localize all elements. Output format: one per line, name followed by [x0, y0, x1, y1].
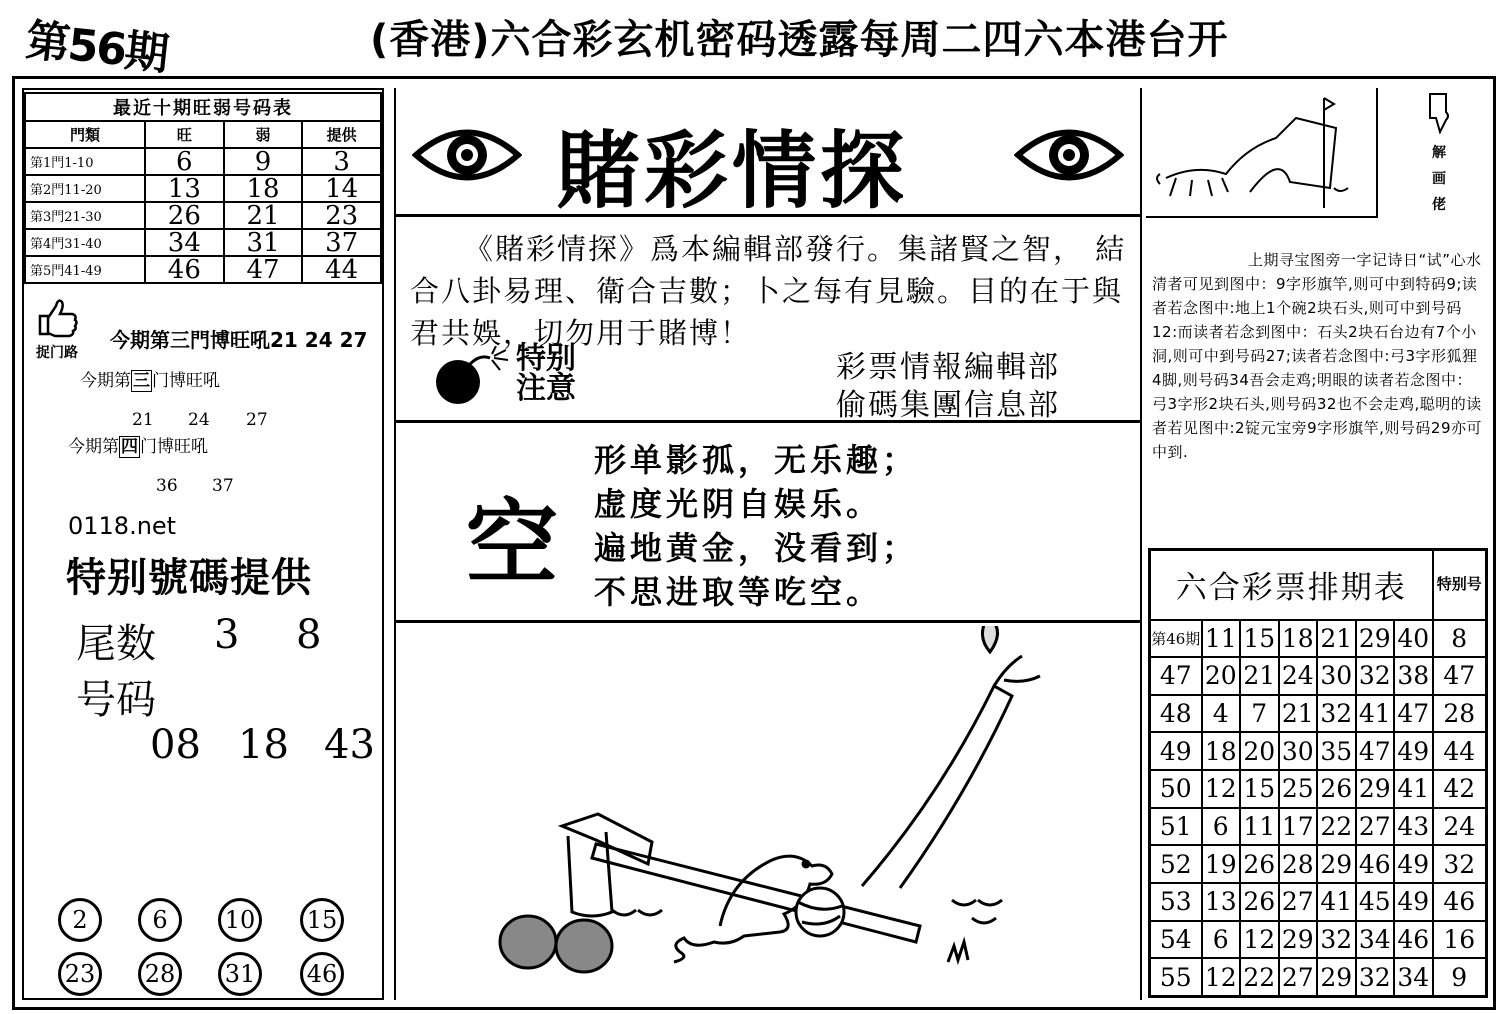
tail-label: 尾数 [76, 621, 156, 667]
period-cell: 51 [1150, 808, 1202, 846]
tail-number: 8 [296, 612, 322, 658]
column-header: 提供 [302, 121, 381, 148]
row-label: 第2門11-20 [25, 175, 145, 202]
table-cell: 21 [1279, 695, 1318, 733]
issue-number: 第56期 [23, 14, 170, 81]
row-label: 第1門1-10 [25, 148, 145, 175]
special-cell: 32 [1433, 845, 1487, 883]
table-cell: 13 [1202, 883, 1241, 921]
table-cell: 26 [1240, 883, 1279, 921]
poem-line: 形单影孤，无乐趣； [594, 441, 919, 479]
table-cell: 9 [224, 148, 303, 175]
table-row [1150, 845, 1487, 883]
riddle-illustration [400, 626, 1140, 998]
table-cell: 20 [1202, 657, 1241, 695]
table-cell: 49 [1394, 845, 1433, 883]
gate-line-1 [80, 366, 220, 391]
table-cell: 29 [1279, 921, 1318, 959]
table-cell: 4 [1202, 695, 1241, 733]
table-cell: 22 [1317, 808, 1356, 846]
table-cell: 49 [1394, 883, 1433, 921]
gate-mark: 四 [121, 437, 138, 457]
table-cell: 14 [302, 175, 381, 202]
gate-line-prefix: 今期第 [80, 371, 131, 391]
table-cell: 32 [1356, 657, 1395, 695]
poem-line: 虚度光阴自娱乐。 [594, 485, 883, 523]
table-cell: 29 [1317, 845, 1356, 883]
table-row [1150, 770, 1487, 808]
table-cell: 26 [1317, 770, 1356, 808]
riddle-picture [1146, 88, 1378, 218]
eye-icon [412, 124, 522, 186]
table-cell: 31 [224, 229, 303, 256]
table-cell: 21 [1317, 620, 1356, 658]
table-cell: 40 [1394, 620, 1433, 658]
table-cell: 41 [1356, 695, 1395, 733]
code-label: 号码 [76, 677, 156, 723]
table-cell: 3 [302, 148, 381, 175]
special-cell: 44 [1433, 732, 1487, 770]
column-header: 弱 [224, 121, 303, 148]
explain-label: 解画佬 [1432, 145, 1446, 213]
special-header: 特别号 [1433, 550, 1487, 620]
period-cell: 53 [1150, 883, 1202, 921]
table-row [25, 256, 381, 283]
table-row [25, 175, 381, 202]
table-row [1150, 620, 1487, 658]
table-cell: 17 [1279, 808, 1318, 846]
number-ball: 23 [58, 952, 102, 996]
table-cell: 7 [1240, 695, 1279, 733]
table-cell: 38 [1394, 657, 1433, 695]
special-cell: 24 [1433, 808, 1487, 846]
period-cell: 52 [1150, 845, 1202, 883]
bomb-icon [432, 346, 512, 408]
code-number: 08 [150, 722, 201, 768]
table-cell: 32 [1356, 958, 1395, 996]
period-cell: 54 [1150, 921, 1202, 959]
number-ball: 10 [218, 898, 262, 942]
gate-num: 27 [246, 410, 268, 430]
table-cell: 29 [1356, 620, 1395, 658]
table-cell: 11 [1202, 620, 1241, 658]
table-cell: 41 [1394, 770, 1433, 808]
dept-name: 偷碼集團信息部 [836, 388, 1060, 423]
table-cell: 24 [1279, 657, 1318, 695]
number-ball: 2 [58, 898, 102, 942]
column-header: 門類 [25, 121, 145, 148]
table-cell: 34 [1394, 958, 1433, 996]
special-cell: 28 [1433, 695, 1487, 733]
gate-num: 21 [132, 410, 154, 430]
table-cell: 15 [1240, 620, 1279, 658]
divider [394, 620, 1142, 623]
table-cell: 28 [1279, 845, 1318, 883]
gate-mark: 三 [133, 371, 150, 391]
table-row [1150, 921, 1487, 959]
table-row [1150, 732, 1487, 770]
table-cell: 34 [1356, 921, 1395, 959]
pointing-hand-icon [1424, 90, 1454, 134]
code-number: 43 [324, 722, 375, 768]
notice-line: 注意 [516, 371, 576, 406]
table-cell: 19 [1202, 845, 1241, 883]
table-cell: 18 [224, 175, 303, 202]
table-cell: 46 [1394, 921, 1433, 959]
table-cell: 12 [1202, 770, 1241, 808]
table-cell: 18 [1279, 620, 1318, 658]
table-cell: 29 [1317, 958, 1356, 996]
table-cell: 47 [1394, 695, 1433, 733]
table-cell: 25 [1279, 770, 1318, 808]
table-row [1150, 808, 1487, 846]
row-label: 第3門21-30 [25, 202, 145, 229]
draw-schedule-table [1148, 548, 1488, 998]
table-cell: 30 [1317, 657, 1356, 695]
period-cell: 47 [1150, 657, 1202, 695]
masthead-title: 賭彩情探 [556, 121, 909, 220]
table-cell: 43 [1394, 808, 1433, 846]
table-row [25, 202, 381, 229]
table-cell: 11 [1240, 808, 1279, 846]
table-cell: 21 [1240, 657, 1279, 695]
period-cell: 55 [1150, 958, 1202, 996]
table-cell: 26 [1240, 845, 1279, 883]
number-ball: 46 [300, 952, 344, 996]
gate-num: 36 [156, 476, 178, 496]
special-cell: 47 [1433, 657, 1487, 695]
table-cell: 12 [1202, 958, 1241, 996]
table-cell: 27 [1279, 958, 1318, 996]
table-cell: 32 [1317, 695, 1356, 733]
period-cell: 49 [1150, 732, 1202, 770]
notice-label [516, 341, 576, 406]
masthead-intro: 《賭彩情探》爲本編輯部發行。集諸賢之智， 結合八卦易理、衛合吉數；卜之每有見驗。目的在于與君共娛，切勿用于賭博！ [410, 232, 1127, 350]
table-cell: 6 [1202, 808, 1241, 846]
poem [594, 438, 918, 614]
table-cell: 47 [1356, 732, 1395, 770]
table-cell: 46 [145, 256, 224, 283]
eye-icon [1014, 124, 1124, 186]
table-row [1150, 695, 1487, 733]
poem-line: 遍地黄金，没看到； [594, 529, 919, 567]
table-row [1150, 883, 1487, 921]
number-ball: 31 [218, 952, 262, 996]
special-cell: 42 [1433, 770, 1487, 808]
period-cell: 第46期 [1150, 620, 1202, 658]
table-cell: 12 [1240, 921, 1279, 959]
gate-num: 24 [188, 410, 210, 430]
table-cell: 44 [302, 256, 381, 283]
table-cell: 46 [1356, 845, 1395, 883]
table-title: 最近十期旺弱号码表 [25, 93, 381, 121]
table-cell: 34 [145, 229, 224, 256]
row-label: 第5門41-49 [25, 256, 145, 283]
gate-num: 37 [212, 476, 234, 496]
poem-big-char: 空 [466, 490, 559, 597]
riddle-picture-box [1146, 88, 1378, 218]
dept-name: 彩票情報編輯部 [836, 350, 1060, 385]
special-cell: 9 [1433, 958, 1487, 996]
site-url: 0118.net [68, 512, 177, 540]
table-cell: 21 [224, 202, 303, 229]
table-row [25, 229, 381, 256]
column-header: 旺 [145, 121, 224, 148]
weak-strong-table [24, 92, 382, 284]
table-cell: 6 [145, 148, 224, 175]
gate-line-2 [68, 432, 208, 457]
gate-line-suffix: 门博旺吼 [140, 437, 208, 457]
table-cell: 20 [1240, 732, 1279, 770]
number-ball: 15 [300, 898, 344, 942]
period-cell: 48 [1150, 695, 1202, 733]
table-cell: 41 [1317, 883, 1356, 921]
special-cell: 16 [1433, 921, 1487, 959]
table-cell: 22 [1240, 958, 1279, 996]
row-label: 第4門31-40 [25, 229, 145, 256]
table-cell: 47 [224, 256, 303, 283]
period-cell: 50 [1150, 770, 1202, 808]
table-cell: 18 [1202, 732, 1241, 770]
poem-line: 不思进取等吃空。 [594, 573, 883, 611]
page-headline: (香港)六合彩玄机密码透露每周二四六本港台开 [370, 17, 1229, 63]
number-ball: 6 [138, 898, 182, 942]
table-cell: 6 [1202, 921, 1241, 959]
table-cell: 27 [1356, 808, 1395, 846]
gate-line-prefix: 今期第 [68, 437, 119, 457]
table-cell: 26 [145, 202, 224, 229]
table-cell: 35 [1317, 732, 1356, 770]
table-cell: 27 [1279, 883, 1318, 921]
notice-line: 特别 [516, 341, 576, 376]
table-row [1150, 958, 1487, 996]
table-cell: 32 [1317, 921, 1356, 959]
gate-line-suffix: 门博旺吼 [152, 371, 220, 391]
gate-icon-label: 捉门路 [36, 345, 78, 361]
riddle-text: 上期寻宝图旁一字记诗日“试”心水清者可见到图中：9字形旗竿,则可中到特码9;读者若念图中:地上1个碗2块石头,则可中到号码12:而读者若念到图中：石头2块石台边有7个小洞,则可中到号码27;读者若念图中:弓3字形狐狸4脚,则号码34吾会走鸡;明眼的读者若念图中：弓3字形2块石头,则号码32也不会走鸡,聪明的读者若见图中:2锭元宝旁9字形旗竿,则号码29亦可中到. [1152, 251, 1482, 461]
code-number: 18 [238, 722, 289, 768]
number-ball: 28 [138, 952, 182, 996]
special-cell: 8 [1433, 620, 1487, 658]
table-cell: 30 [1279, 732, 1318, 770]
tail-number: 3 [214, 612, 240, 658]
thumbs-up-icon [34, 296, 78, 338]
table-row [1150, 657, 1487, 695]
table-cell: 45 [1356, 883, 1395, 921]
gate-pick-headline: 今期第三門博旺吼21 24 27 [110, 328, 368, 352]
table-cell: 13 [145, 175, 224, 202]
table-cell: 37 [302, 229, 381, 256]
table-cell: 15 [1240, 770, 1279, 808]
table-cell: 49 [1394, 732, 1433, 770]
table-cell: 29 [1356, 770, 1395, 808]
special-numbers-title: 特别號碼提供 [66, 555, 312, 601]
schedule-title: 六合彩票排期表 [1150, 550, 1433, 620]
table-row [25, 148, 381, 175]
table-cell: 23 [302, 202, 381, 229]
special-cell: 46 [1433, 883, 1487, 921]
